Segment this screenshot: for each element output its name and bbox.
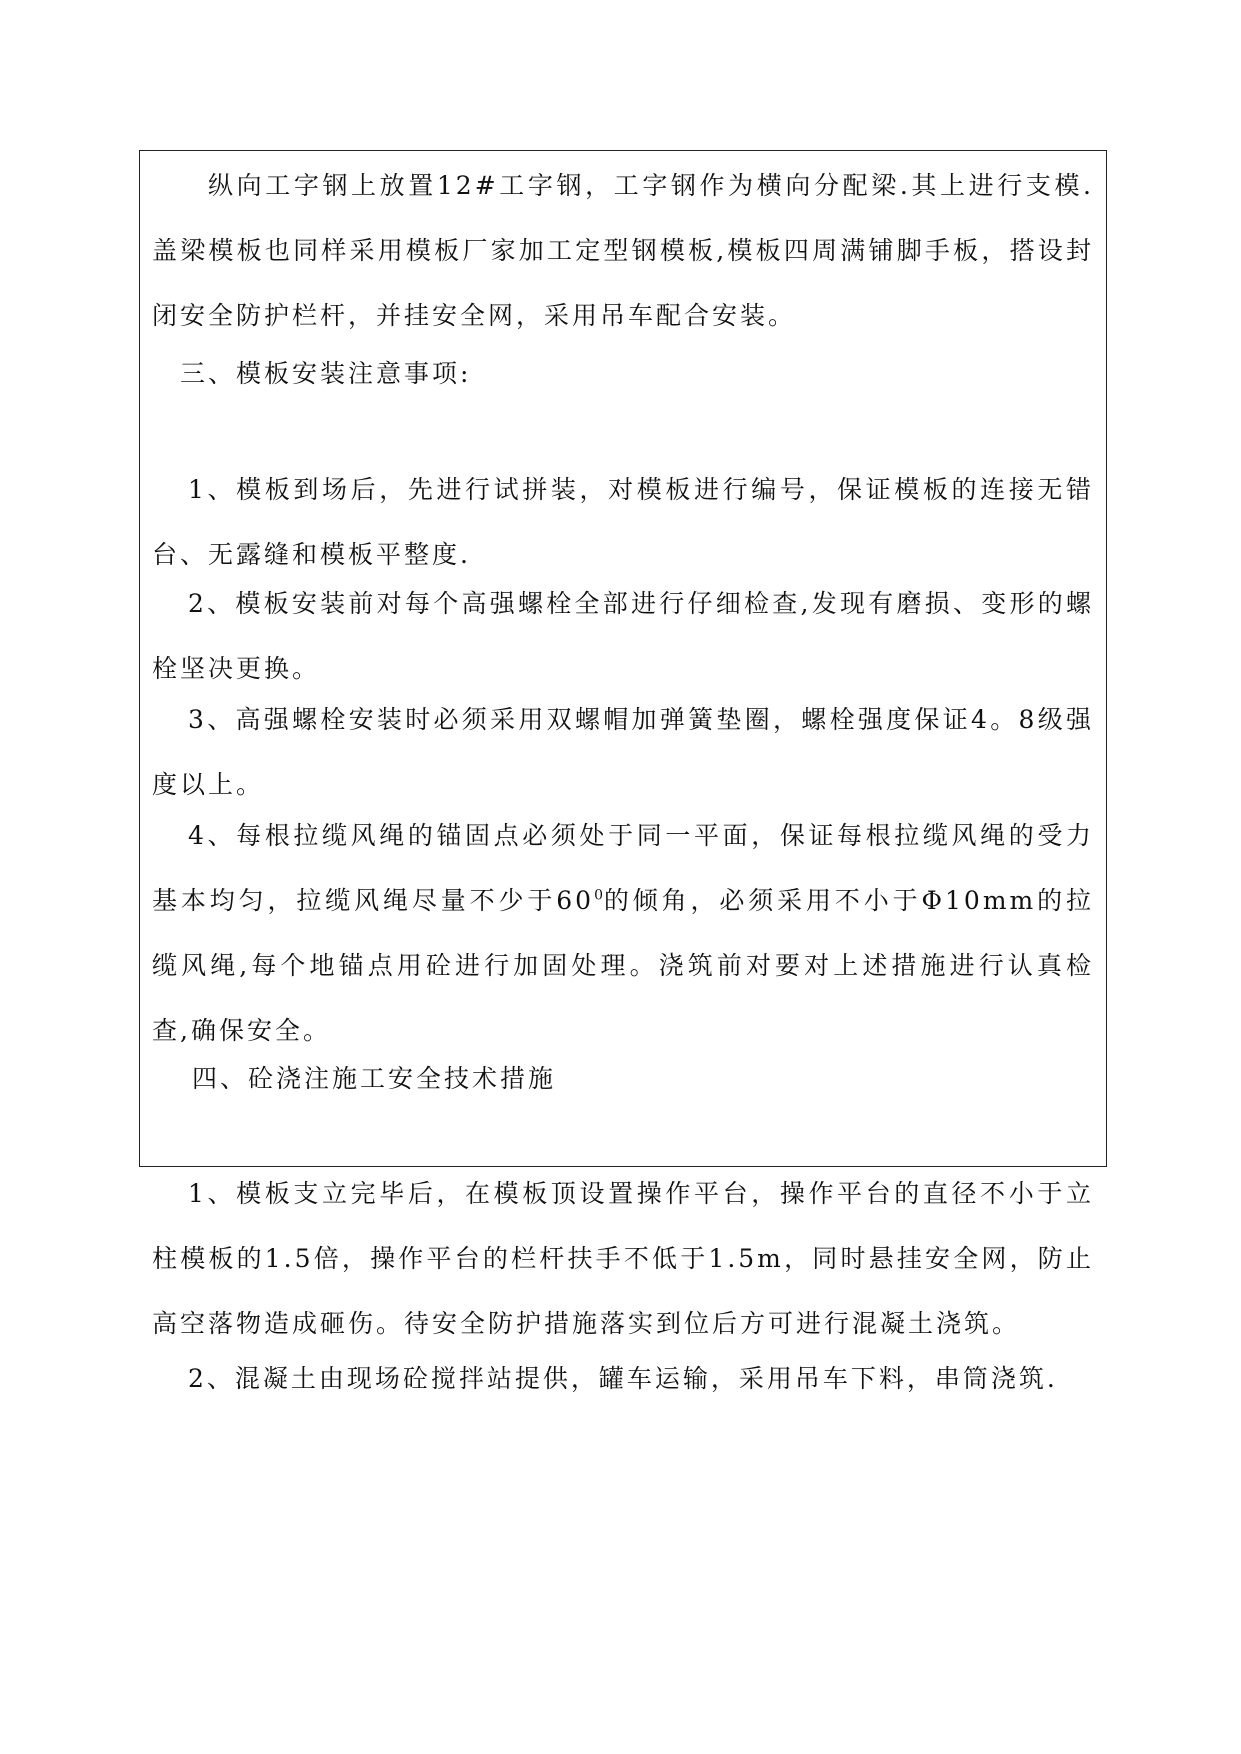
document-frame xyxy=(139,150,1107,1393)
list-item-2: 2、模板安装前对每个高强螺栓全部进行仔细检查,发现有磨损、变形的螺栓坚决更换。 xyxy=(152,589,1094,683)
section-heading-3: 三、模板安装注意事项: xyxy=(180,359,472,388)
list-item-4-part-2: 的倾角，必须采用不小于Φ10mm的拉缆风绳,每个地锚点用砼进行加固处理。浇筑前对要对上述措施进行认真检查,确保安全。 xyxy=(152,886,1094,1045)
safety-item-2: 2、混凝土由现场砼搅拌站提供，罐车运输，采用吊车下料，串筒浇筑. xyxy=(188,1364,1058,1393)
list-item-1: 1、模板到场后，先进行试拼装，对模板进行编号，保证模板的连接无错台、无露缝和模板平整度. xyxy=(152,475,1094,569)
paragraph-continuation: 纵向工字钢上放置12#工字钢，工字钢作为横向分配梁.其上进行支模.盖梁模板也同样采用模板厂家加工定型钢模板,模板四周满铺脚手板，搭设封闭安全防护栏杆，并挂安全网，采用吊车配合安装。 xyxy=(152,171,1094,330)
list-item-4-part-1: 4、每根拉缆风绳的锚固点必须处于同一平面，保证每根拉缆风绳的受力基本均匀，拉缆风绳尽量不少于60 xyxy=(152,821,1094,915)
safety-item-1: 1、模板支立完毕后，在模板顶设置操作平台，操作平台的直径不小于立柱模板的1.5倍，操作平台的栏杆扶手不低于1.5m，同时悬挂安全网，防止高空落物造成砸伤。待安全防护措施落实到位后方可进行混凝土浇筑。 xyxy=(152,1179,1094,1338)
list-item-3: 3、高强螺栓安装时必须采用双螺帽加弹簧垫圈，螺栓强度保证4。8级强度以上。 xyxy=(152,705,1094,799)
list-item-4 xyxy=(152,803,1094,1063)
section-heading-4: 四、砼浇注施工安全技术措施 xyxy=(192,1064,557,1093)
degree-superscript: 0 xyxy=(594,887,603,904)
